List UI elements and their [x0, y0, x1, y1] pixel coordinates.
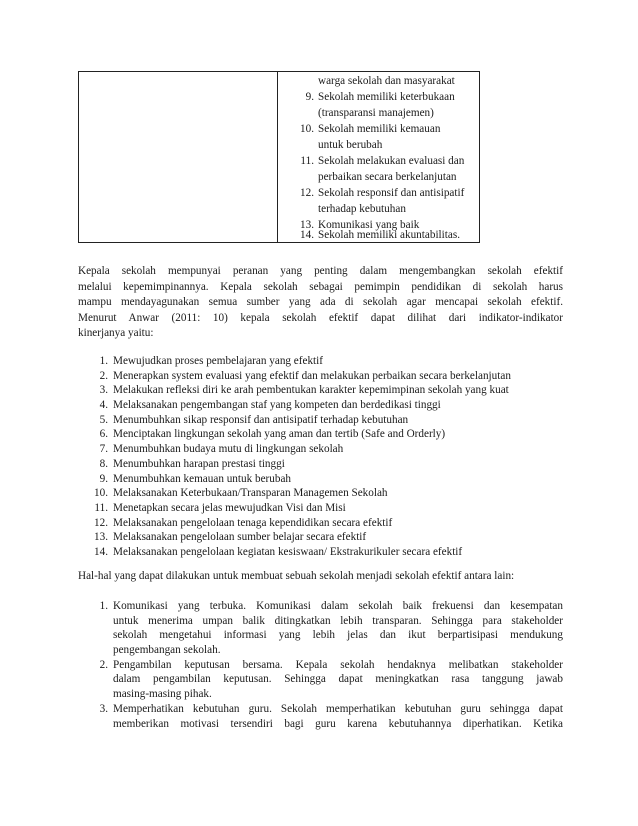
paragraph-line: mampu mendayagunakan semua sumber yang ada di sekolah agar mencapai sekolah efektif.: [78, 296, 563, 308]
table-line-text: Sekolah melakukan evaluasi dan: [318, 155, 465, 167]
list-item: [78, 369, 563, 384]
list-line: masing-masing pihak.: [113, 688, 212, 701]
paragraph-principal-role: [78, 264, 563, 342]
criteria-table: [78, 71, 480, 243]
paragraph-line: kinerjanya yaitu:: [78, 327, 154, 339]
list-text: Melaksanakan pengelolaan sumber belajar secara efektif: [113, 531, 367, 544]
list-item: [78, 486, 563, 501]
list-item: [78, 354, 563, 369]
table-line: [278, 228, 479, 242]
list-number: 2.: [99, 369, 108, 382]
table-line: [278, 138, 479, 153]
table-line: [278, 122, 479, 137]
list-line: sekolah mengetahui informasi yang lebih jelas dan ikut berpartisipasi mendukung: [113, 629, 563, 642]
list-number: 1.: [99, 355, 108, 367]
table-line: [278, 106, 479, 121]
list-number: 5.: [99, 413, 108, 426]
list-text: Melakukan refleksi diri ke arah pembentukan karakter kepemimpinan sekolah yang kuat: [113, 384, 509, 397]
list-item: [78, 442, 563, 457]
list-number: 6.: [99, 428, 108, 441]
list-item: [78, 501, 563, 516]
list-item: [78, 472, 563, 487]
table-right-cell: [278, 72, 479, 242]
list-item: [78, 398, 563, 413]
indicator-list: [78, 354, 563, 560]
list-line: pengembangan sekolah.: [113, 644, 221, 657]
list-item: [78, 457, 563, 472]
table-line-text: (transparansi manajemen): [318, 107, 434, 119]
list-number: 3.: [99, 702, 108, 715]
list-item: [78, 702, 563, 731]
table-line-text: Sekolah responsif dan antisipatif: [318, 187, 465, 199]
list-text: Menumbuhkan budaya mutu di lingkungan sekolah: [113, 443, 344, 456]
paragraph-intro-actions: Hal-hal yang dapat dilakukan untuk membuat sebuah sekolah menjadi sekolah efektif antara lain:: [78, 570, 515, 582]
list-text: Menerapkan system evaluasi yang efektif dan melakukan perbaikan secara berkelanjutan: [113, 369, 511, 382]
table-item-number: 12.: [300, 187, 314, 199]
table-line: [278, 170, 479, 185]
list-number: 13.: [94, 531, 108, 544]
list-number: 7.: [99, 443, 108, 456]
list-line: Komunikasi yang terbuka. Komunikasi dalam sekolah baik frekuensi dan kesempatan: [113, 600, 563, 612]
action-list: [78, 599, 563, 731]
list-number: 12.: [94, 516, 108, 529]
list-line: Memperhatikan kebutuhan guru. Sekolah memperhatikan kebutuhan guru sehingga dapat: [113, 702, 563, 715]
table-item-number: 9.: [305, 91, 314, 103]
table-line-text: Sekolah memiliki akuntabilitas.: [318, 229, 460, 241]
list-text: Menumbuhkan harapan prestasi tinggi: [113, 457, 285, 470]
table-line: [278, 90, 479, 105]
table-item-number: 14.: [300, 229, 314, 241]
list-text: Menumbuhkan kemauan untuk berubah: [113, 472, 292, 485]
list-line: dalam pengambilan keputusan. Sehingga dapat meningkatkan rasa tanggung jawab: [113, 673, 563, 686]
list-text: Melaksanakan Keterbukaan/Transparan Managemen Sekolah: [113, 487, 388, 500]
list-number: 9.: [99, 472, 108, 485]
list-line: memberikan motivasi tersendiri bagi guru karena kebutuhannya diperhatikan. Ketika: [113, 717, 563, 730]
list-text: Menetapkan secara jelas mewujudkan Visi dan Misi: [113, 501, 346, 514]
table-line: [278, 154, 479, 169]
list-number: 2.: [99, 658, 108, 671]
list-item: [78, 658, 563, 702]
table-line-text: perbaikan secara berkelanjutan: [318, 171, 457, 183]
list-item: [78, 530, 563, 545]
table-item-number: 13.: [300, 219, 314, 231]
paragraph-line: Kepala sekolah mempunyai peranan yang penting dalam mengembangkan sekolah efektif: [78, 265, 563, 277]
table-left-cell: [79, 72, 278, 242]
paragraph-line: Menurut Anwar (2011: 10) kepala sekolah efektif dapat dilihat dari indikator-indikator: [78, 311, 563, 324]
list-item: [78, 599, 563, 658]
table-line-text: Komunikasi yang baik: [318, 219, 420, 231]
list-item: [78, 413, 563, 428]
list-text: Menciptakan lingkungan sekolah yang aman dan tertib (Safe and Orderly): [113, 428, 446, 441]
list-text: Melaksanakan pengembangan staf yang kompeten dan berdedikasi tinggi: [113, 399, 441, 412]
table-line: [278, 202, 479, 217]
list-number: 1.: [99, 600, 108, 612]
table-line: [278, 74, 479, 89]
list-number: 14.: [94, 545, 108, 558]
list-number: 3.: [99, 384, 108, 397]
table-line: [278, 186, 479, 201]
list-item: [78, 545, 563, 560]
paragraph-line: melalui kepemimpinannya. Kepala sekolah sebagai pemimpin pendidikan di sekolah harus: [78, 280, 563, 293]
list-number: 11.: [94, 501, 108, 514]
list-item: [78, 516, 563, 531]
table-line-text: terhadap kebutuhan: [318, 203, 406, 215]
list-number: 8.: [99, 457, 108, 470]
list-item: [78, 427, 563, 442]
table-item-number: 10.: [300, 123, 314, 135]
list-number: 4.: [99, 399, 108, 412]
list-text: Melaksanakan pengelolaan kegiatan kesiswaan/ Ekstrakurikuler secara efektif: [113, 545, 463, 558]
list-line: untuk menerima umpan balik ditingkatkan lebih transparan. Sehingga para stakeholder: [113, 614, 563, 627]
table-line-text: Sekolah memiliki kemauan: [318, 123, 441, 135]
table-line-text: untuk berubah: [318, 139, 383, 151]
list-text: Melaksanakan pengelolaan tenaga kependidikan secara efektif: [113, 516, 393, 529]
table-line-text: Sekolah memiliki keterbukaan: [318, 91, 455, 103]
list-text: Mewujudkan proses pembelajaran yang efektif: [113, 355, 324, 367]
table-item-number: 11.: [300, 155, 314, 167]
list-line: Pengambilan keputusan bersama. Kepala sekolah hendaknya melibatkan stakeholder: [113, 658, 563, 671]
list-number: 10.: [94, 487, 108, 500]
list-text: Menumbuhkan sikap responsif dan antisipatif terhadap kebutuhan: [113, 413, 409, 426]
list-item: [78, 383, 563, 398]
table-line-text: warga sekolah dan masyarakat: [318, 75, 455, 87]
